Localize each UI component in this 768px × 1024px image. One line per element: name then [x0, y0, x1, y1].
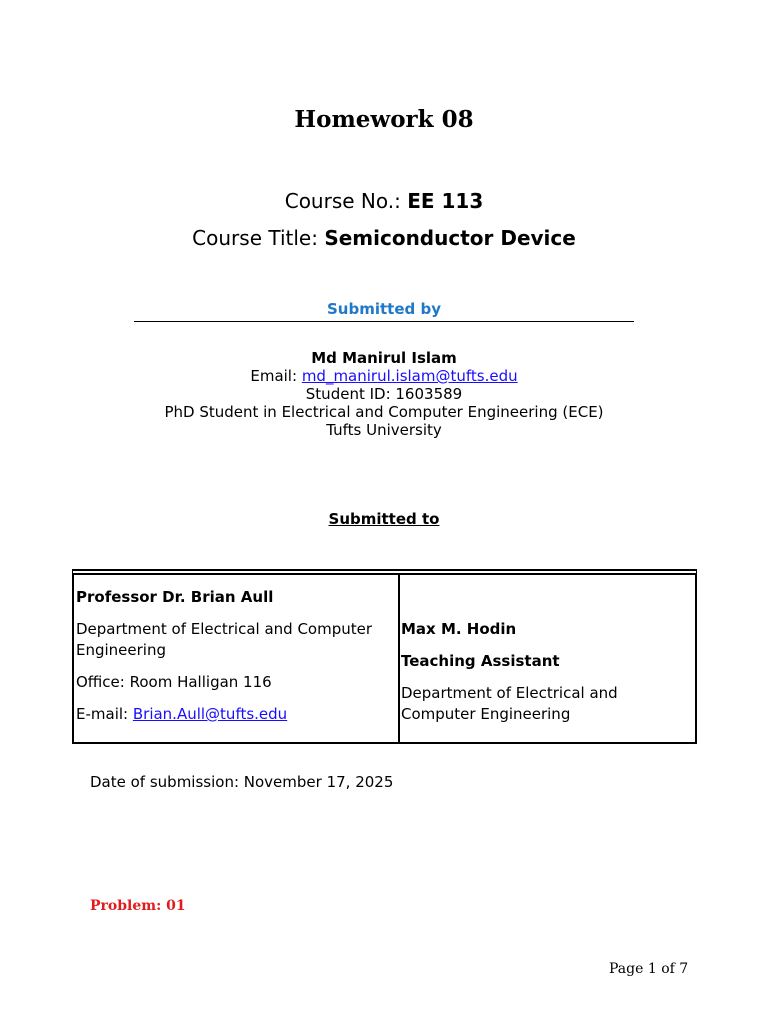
recipients-table [72, 573, 697, 744]
student-email-link[interactable]: md_manirul.islam@tufts.edu [301, 367, 518, 385]
assistant-department: Department of Electrical and Computer Engineering [401, 684, 618, 723]
professor-office: Office: Room Halligan 116 [76, 673, 272, 691]
problem-label: Problem: 01 [90, 898, 186, 914]
submitted-to-heading-text: Submitted to [328, 510, 440, 528]
page-number: Page 1 of 7 [609, 961, 689, 977]
course-title-label: Course Title: [192, 226, 325, 250]
submitted-by-heading: Submitted by [327, 300, 441, 318]
professor-cell [74, 575, 400, 742]
course-number-value: EE 113 [407, 189, 484, 213]
student-id: Student ID: 1603589 [305, 385, 463, 403]
student-university: Tufts University [326, 421, 442, 439]
course-title-value: Semiconductor Device [324, 226, 576, 250]
student-email-label: Email: [250, 367, 302, 385]
course-number-label: Course No.: [284, 189, 408, 213]
professor-name: Professor Dr. Brian Aull [76, 588, 274, 606]
assistant-cell [400, 575, 695, 742]
professor-department: Department of Electrical and Computer Engineering [76, 620, 373, 659]
assistant-role: Teaching Assistant [401, 652, 560, 670]
submission-date: Date of submission: November 17, 2025 [90, 773, 394, 791]
course-number-line [0, 189, 768, 213]
course-title-line [0, 226, 768, 250]
professor-email-line [76, 704, 398, 725]
submitted-to-heading [0, 510, 768, 528]
professor-email-label: E-mail: [76, 705, 133, 723]
assistant-name: Max M. Hodin [401, 620, 517, 638]
professor-email-link[interactable]: Brian.Aull@tufts.edu [132, 705, 288, 723]
student-name: Md Manirul Islam [311, 349, 457, 367]
document-title: Homework 08 [294, 106, 474, 133]
divider-rule [134, 321, 634, 322]
student-program: PhD Student in Electrical and Computer Engineering (ECE) [164, 403, 604, 421]
student-email-line [0, 367, 768, 385]
